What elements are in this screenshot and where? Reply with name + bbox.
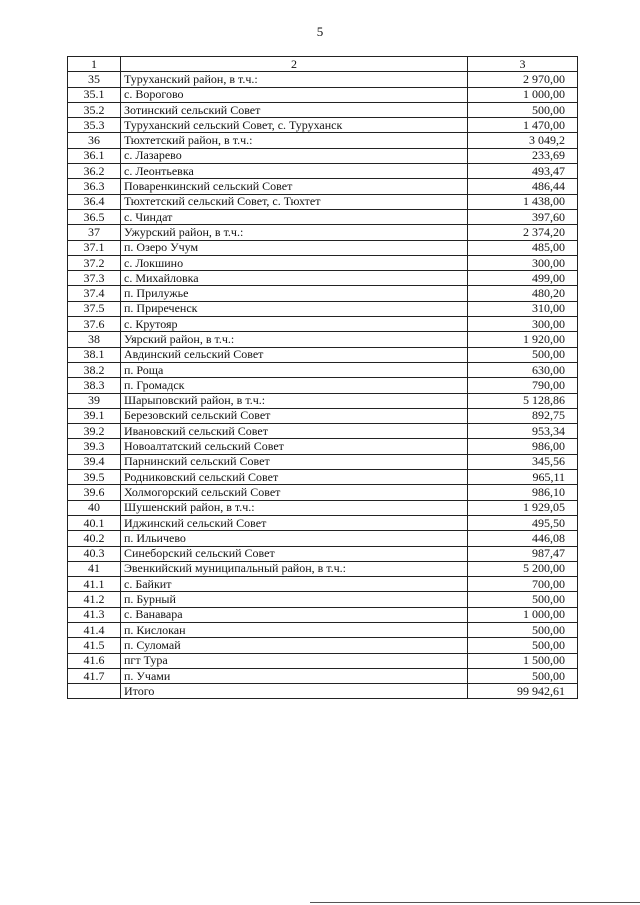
- row-number: 35.3: [68, 118, 121, 133]
- table-row: [68, 347, 578, 362]
- row-amount: 446,08: [468, 531, 578, 546]
- table-row: [68, 531, 578, 546]
- row-name: п. Озеро Учум: [121, 240, 468, 255]
- table-row: [68, 592, 578, 607]
- table-row: [68, 668, 578, 683]
- row-amount: 5 128,86: [468, 393, 578, 408]
- row-amount: 2 970,00: [468, 72, 578, 87]
- table-row: [68, 87, 578, 102]
- row-number: 39: [68, 393, 121, 408]
- table-row: [68, 622, 578, 637]
- row-number: 39.1: [68, 408, 121, 423]
- table-body: [68, 57, 578, 699]
- row-amount: 500,00: [468, 102, 578, 117]
- row-name: с. Ворогово: [121, 87, 468, 102]
- row-name: Березовский сельский Совет: [121, 408, 468, 423]
- row-number: 41.4: [68, 622, 121, 637]
- row-number: 36.4: [68, 194, 121, 209]
- row-number: 37.4: [68, 286, 121, 301]
- row-number: 35.2: [68, 102, 121, 117]
- table-row: [68, 684, 578, 699]
- table-row: [68, 577, 578, 592]
- row-amount: 233,69: [468, 148, 578, 163]
- table-row: [68, 500, 578, 515]
- row-amount: 480,20: [468, 286, 578, 301]
- row-amount: 1 438,00: [468, 194, 578, 209]
- table-header-row: [68, 57, 578, 72]
- row-number: 36.3: [68, 179, 121, 194]
- row-amount: 3 049,2: [468, 133, 578, 148]
- row-name: Ивановский сельский Совет: [121, 424, 468, 439]
- row-name: п. Приреченск: [121, 301, 468, 316]
- row-number: 41: [68, 561, 121, 576]
- row-number: 35: [68, 72, 121, 87]
- row-name: п. Прилужье: [121, 286, 468, 301]
- row-number: 37.2: [68, 255, 121, 270]
- table-row: [68, 470, 578, 485]
- row-amount: 953,34: [468, 424, 578, 439]
- row-amount: 493,47: [468, 164, 578, 179]
- page-number: 5: [316, 24, 324, 39]
- table-row: [68, 133, 578, 148]
- table-row: [68, 164, 578, 179]
- row-name: п. Суломай: [121, 638, 468, 653]
- table-row: [68, 225, 578, 240]
- row-name: Шарыповский район, в т.ч.:: [121, 393, 468, 408]
- table-row: [68, 72, 578, 87]
- row-amount: 499,00: [468, 271, 578, 286]
- table-row: [68, 317, 578, 332]
- row-number: 41.2: [68, 592, 121, 607]
- row-name: Итого: [121, 684, 468, 699]
- row-amount: 892,75: [468, 408, 578, 423]
- table-row: [68, 301, 578, 316]
- row-number: 41.1: [68, 577, 121, 592]
- row-name: Туруханский район, в т.ч.:: [121, 72, 468, 87]
- table-row: [68, 148, 578, 163]
- row-number: 41.6: [68, 653, 121, 668]
- row-amount: 300,00: [468, 255, 578, 270]
- row-amount: 5 200,00: [468, 561, 578, 576]
- row-name: п. Роща: [121, 362, 468, 377]
- row-name: с. Ванавара: [121, 607, 468, 622]
- row-name: с. Крутояр: [121, 317, 468, 332]
- table-row: [68, 118, 578, 133]
- row-number: 39.2: [68, 424, 121, 439]
- row-number: 36.1: [68, 148, 121, 163]
- row-amount: 500,00: [468, 622, 578, 637]
- row-number: 41.5: [68, 638, 121, 653]
- row-amount: 1 920,00: [468, 332, 578, 347]
- table-row: [68, 424, 578, 439]
- table-row: [68, 286, 578, 301]
- row-name: п. Ильичево: [121, 531, 468, 546]
- row-name: п. Громадск: [121, 378, 468, 393]
- table-row: [68, 546, 578, 561]
- table-row: [68, 638, 578, 653]
- row-name: с. Байкит: [121, 577, 468, 592]
- row-name: Тюхтетский район, в т.ч.:: [121, 133, 468, 148]
- row-name: Уярский район, в т.ч.:: [121, 332, 468, 347]
- row-number: 37.3: [68, 271, 121, 286]
- row-amount: 965,11: [468, 470, 578, 485]
- bottom-edge-line: [310, 902, 640, 903]
- row-name: с. Локшино: [121, 255, 468, 270]
- header-col-1: 1: [68, 57, 121, 72]
- row-amount: 486,44: [468, 179, 578, 194]
- row-amount: 1 000,00: [468, 607, 578, 622]
- row-amount: 1 470,00: [468, 118, 578, 133]
- row-number: 37.1: [68, 240, 121, 255]
- table-row: [68, 485, 578, 500]
- row-name: Поваренкинский сельский Совет: [121, 179, 468, 194]
- row-name: Холмогорский сельский Совет: [121, 485, 468, 500]
- row-number: 39.5: [68, 470, 121, 485]
- row-amount: 987,47: [468, 546, 578, 561]
- row-amount: 700,00: [468, 577, 578, 592]
- row-name: п. Бурный: [121, 592, 468, 607]
- table-row: [68, 332, 578, 347]
- table-row: [68, 179, 578, 194]
- table-row: [68, 271, 578, 286]
- row-name: Ужурский район, в т.ч.:: [121, 225, 468, 240]
- table-row: [68, 454, 578, 469]
- table-row: [68, 255, 578, 270]
- row-name: п. Учами: [121, 668, 468, 683]
- row-amount: 1 929,05: [468, 500, 578, 515]
- row-amount: 1 500,00: [468, 653, 578, 668]
- table-row: [68, 408, 578, 423]
- row-name: Родниковский сельский Совет: [121, 470, 468, 485]
- row-number: 39.4: [68, 454, 121, 469]
- row-number: 36: [68, 133, 121, 148]
- allocation-table: [67, 56, 578, 699]
- row-number: 40.2: [68, 531, 121, 546]
- table-row: [68, 439, 578, 454]
- row-amount: 345,56: [468, 454, 578, 469]
- row-amount: 500,00: [468, 668, 578, 683]
- table-row: [68, 561, 578, 576]
- row-amount: 1 000,00: [468, 87, 578, 102]
- row-amount: 2 374,20: [468, 225, 578, 240]
- row-amount: 500,00: [468, 347, 578, 362]
- row-number: 36.2: [68, 164, 121, 179]
- row-name: Зотинский сельский Совет: [121, 102, 468, 117]
- row-name: Синеборский сельский Совет: [121, 546, 468, 561]
- row-number: 38.2: [68, 362, 121, 377]
- row-amount: 500,00: [468, 638, 578, 653]
- row-name: с. Чиндат: [121, 209, 468, 224]
- row-number: 39.6: [68, 485, 121, 500]
- table-row: [68, 607, 578, 622]
- row-amount: 986,10: [468, 485, 578, 500]
- row-amount: 790,00: [468, 378, 578, 393]
- row-name: с. Леонтьевка: [121, 164, 468, 179]
- row-number: 38: [68, 332, 121, 347]
- row-number: 40.3: [68, 546, 121, 561]
- table-row: [68, 515, 578, 530]
- row-number: 38.3: [68, 378, 121, 393]
- table-row: [68, 194, 578, 209]
- row-name: п. Кислокан: [121, 622, 468, 637]
- row-number: 41.3: [68, 607, 121, 622]
- row-amount: 986,00: [468, 439, 578, 454]
- row-name: Авдинский сельский Совет: [121, 347, 468, 362]
- row-name: Тюхтетский сельский Совет, с. Тюхтет: [121, 194, 468, 209]
- row-name: с. Михайловка: [121, 271, 468, 286]
- row-name: Эвенкийский муниципальный район, в т.ч.:: [121, 561, 468, 576]
- header-col-3: 3: [468, 57, 578, 72]
- header-col-2: 2: [121, 57, 468, 72]
- table-row: [68, 653, 578, 668]
- table-row: [68, 209, 578, 224]
- row-number: 37.6: [68, 317, 121, 332]
- row-number: 40: [68, 500, 121, 515]
- row-amount: 500,00: [468, 592, 578, 607]
- row-number: 40.1: [68, 515, 121, 530]
- table-row: [68, 393, 578, 408]
- row-name: Туруханский сельский Совет, с. Туруханск: [121, 118, 468, 133]
- row-name: Иджинский сельский Совет: [121, 515, 468, 530]
- table-row: [68, 240, 578, 255]
- row-name: с. Лазарево: [121, 148, 468, 163]
- row-number: 36.5: [68, 209, 121, 224]
- row-name: пгт Тура: [121, 653, 468, 668]
- row-number: 39.3: [68, 439, 121, 454]
- row-amount: 310,00: [468, 301, 578, 316]
- row-number: 41.7: [68, 668, 121, 683]
- row-number: 37.5: [68, 301, 121, 316]
- table-row: [68, 362, 578, 377]
- row-amount: 99 942,61: [468, 684, 578, 699]
- row-amount: 485,00: [468, 240, 578, 255]
- row-amount: 630,00: [468, 362, 578, 377]
- row-number: 35.1: [68, 87, 121, 102]
- row-amount: 495,50: [468, 515, 578, 530]
- row-name: Шушенский район, в т.ч.:: [121, 500, 468, 515]
- row-amount: 300,00: [468, 317, 578, 332]
- row-number: 37: [68, 225, 121, 240]
- table-row: [68, 378, 578, 393]
- table-row: [68, 102, 578, 117]
- row-number: [68, 684, 121, 699]
- row-name: Новоалтатский сельский Совет: [121, 439, 468, 454]
- row-number: 38.1: [68, 347, 121, 362]
- row-name: Парнинский сельский Совет: [121, 454, 468, 469]
- row-amount: 397,60: [468, 209, 578, 224]
